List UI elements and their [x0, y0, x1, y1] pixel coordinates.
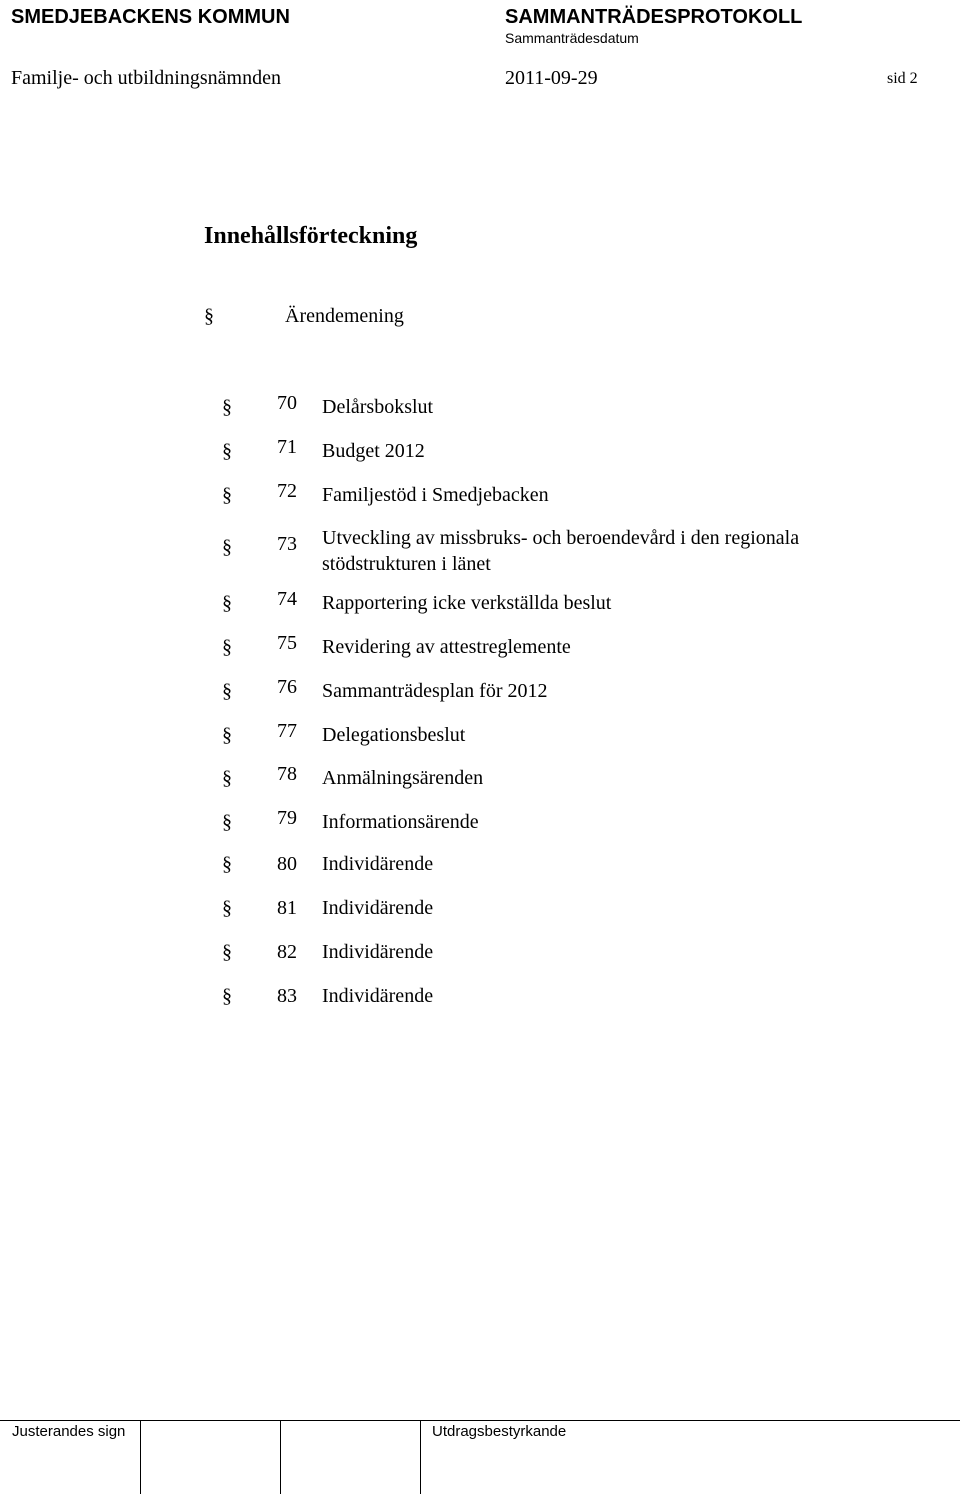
item-title: Budget 2012 [322, 440, 425, 462]
section-symbol-icon: § [222, 811, 232, 833]
item-title: Informationsärende [322, 811, 479, 833]
section-symbol-icon: § [222, 592, 232, 614]
section-symbol-icon: § [222, 724, 232, 746]
section-symbol-icon: § [222, 396, 232, 418]
item-number: 73 [277, 533, 297, 555]
toc-title: Innehållsförteckning [204, 223, 418, 249]
section-symbol-icon: § [222, 484, 232, 506]
section-symbol-icon: § [222, 636, 232, 658]
section-symbol-icon: § [222, 767, 232, 789]
section-symbol-icon: § [204, 305, 214, 327]
section-symbol-icon: § [222, 440, 232, 462]
section-symbol-icon: § [222, 853, 232, 875]
item-number: 79 [277, 807, 297, 829]
section-symbol-icon: § [222, 536, 232, 558]
item-number: 71 [277, 436, 297, 458]
committee-name: Familje- och utbildningsnämnden [11, 67, 281, 89]
section-symbol-icon: § [222, 897, 232, 919]
item-title: Individärende [322, 853, 434, 875]
item-title: Individärende [322, 897, 434, 919]
item-title: Delårsbokslut [322, 396, 434, 418]
page-number: sid 2 [887, 70, 918, 87]
item-title: Individärende [322, 985, 434, 1007]
item-number: 78 [277, 763, 297, 785]
item-number: 72 [277, 480, 297, 502]
toc-item [0, 521, 960, 577]
toc-item [0, 805, 960, 835]
item-title: Anmälningsärenden [322, 767, 484, 789]
toc-item [0, 847, 960, 877]
section-symbol-icon: § [222, 680, 232, 702]
item-title: Delegationsbeslut [322, 724, 466, 746]
toc-item [0, 478, 960, 508]
extract-certification-label: Utdragsbestyrkande [432, 1423, 567, 1440]
section-symbol-icon: § [222, 985, 232, 1007]
signature-box-divider [140, 1420, 141, 1494]
toc-item [0, 979, 960, 1009]
toc-item [0, 935, 960, 965]
item-number: 74 [277, 588, 297, 610]
item-number: 70 [277, 392, 297, 414]
signature-box-divider [420, 1420, 421, 1494]
toc-item [0, 674, 960, 704]
item-title: Revidering av attestreglemente [322, 636, 571, 658]
item-title: Familjestöd i Smedjebacken [322, 484, 549, 506]
meeting-date: 2011-09-29 [505, 67, 598, 89]
item-number: 83 [277, 985, 297, 1007]
toc-item [0, 761, 960, 791]
item-number: 76 [277, 676, 297, 698]
footer-divider [0, 1420, 960, 1421]
document-type: SAMMANTRÄDESPROTOKOLL [505, 6, 803, 28]
adjuster-sign-label: Justerandes sign [12, 1423, 126, 1440]
item-title: Utveckling av missbruks- och beroendevård i den regionala stödstrukturen i länet [322, 527, 800, 575]
toc-column-header: Ärendemening [285, 305, 404, 327]
item-title: Individärende [322, 941, 434, 963]
item-title: Rapportering icke verkställda beslut [322, 592, 612, 614]
toc-item [0, 630, 960, 660]
toc-item [0, 586, 960, 616]
item-number: 82 [277, 941, 297, 963]
item-number: 80 [277, 853, 297, 875]
toc-item [0, 434, 960, 464]
toc-item [0, 891, 960, 921]
section-symbol-icon: § [222, 941, 232, 963]
meeting-date-label: Sammanträdesdatum [505, 30, 639, 46]
item-number: 77 [277, 720, 297, 742]
item-number: 81 [277, 897, 297, 919]
toc-item [0, 718, 960, 748]
item-number: 75 [277, 632, 297, 654]
item-title: Sammanträdesplan för 2012 [322, 680, 548, 702]
organization-name: SMEDJEBACKENS KOMMUN [11, 6, 290, 28]
signature-box-divider [280, 1420, 281, 1494]
toc-item [0, 390, 960, 420]
